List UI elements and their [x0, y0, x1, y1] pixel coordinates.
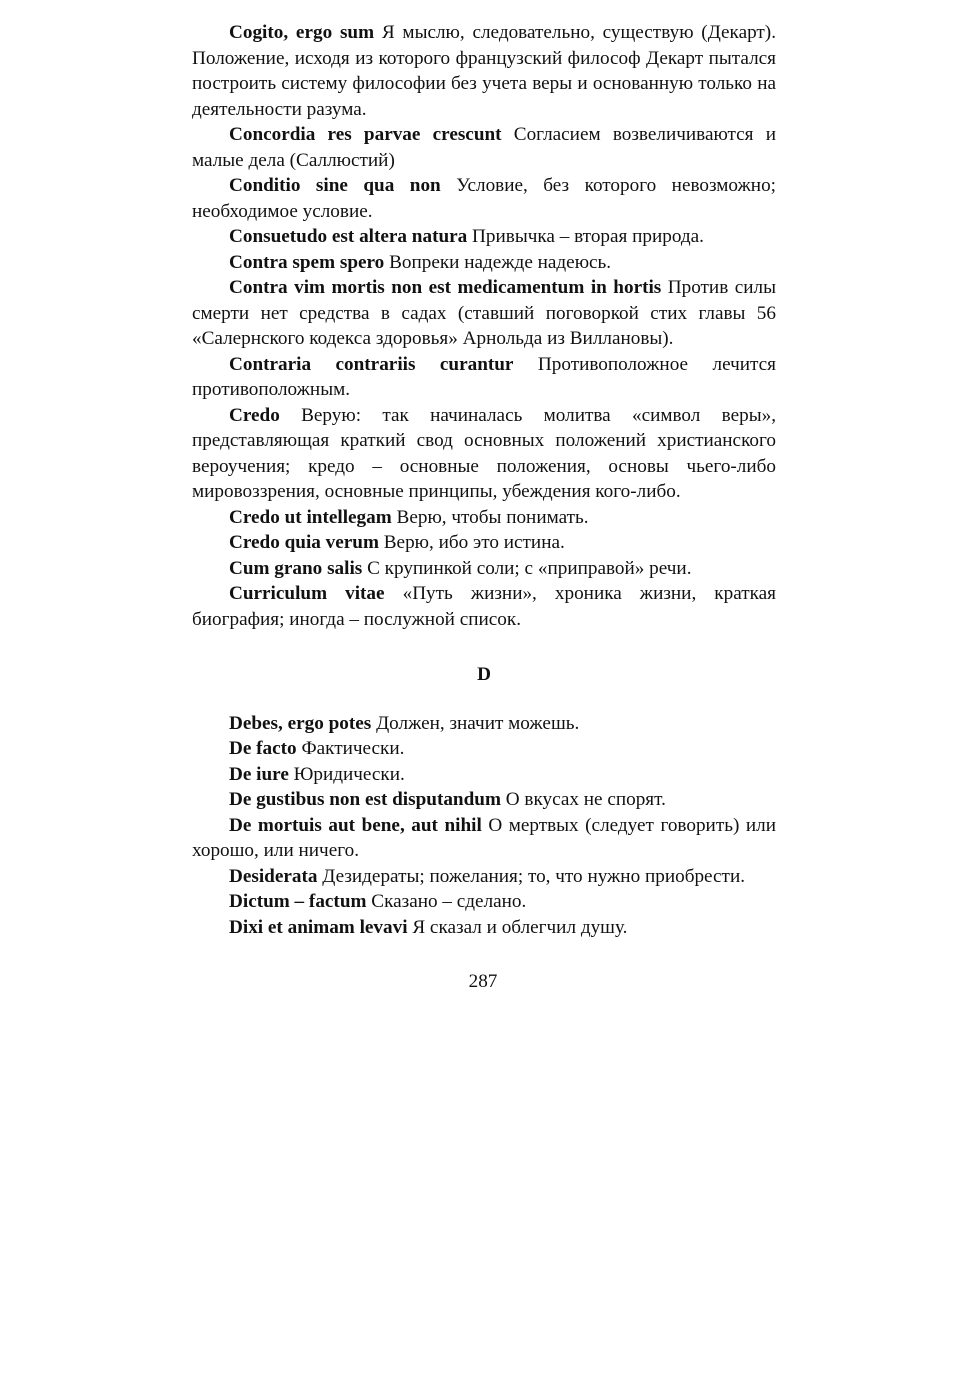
page-number: 287 — [468, 971, 498, 992]
entry-consuetudo — [192, 224, 776, 250]
entry-credo-ut — [192, 505, 776, 531]
entry-term: Dixi et animam levavi — [229, 916, 408, 938]
entry-cum-grano — [192, 556, 776, 582]
entry-definition: Верю, ибо это истина. — [378, 532, 565, 553]
entry-de-mortuis — [192, 813, 776, 864]
entry-conditio — [192, 173, 776, 224]
entry-term: Contra spem spero — [229, 251, 385, 273]
entry-definition: «Путь жизни», хроника жизни, краткая биография; иногда – послужной список. — [192, 583, 776, 630]
entry-definition: Юридически. — [288, 763, 405, 785]
entry-definition: Сказано – сделано. — [366, 891, 527, 912]
entry-definition: Фактически. — [296, 738, 405, 759]
entry-definition: Верую: так начиналась молитва «символ веры», представляющая краткий свод основных положений христианского вероучения; кредо – основные положения, основы чьего-либо мировоззрения, основные принципы, убеждения кого-либо. — [192, 404, 776, 502]
entry-definition: О вкусах не спорят. — [500, 789, 666, 810]
entry-term: Credo quia verum — [229, 532, 379, 553]
entry-definition: Должен, значит можешь. — [371, 712, 580, 734]
entry-term: Cogito, ergo sum — [229, 22, 375, 43]
page-body — [192, 20, 776, 940]
entry-definition: Условие, без которого невозможно; необходимое условие. — [192, 175, 776, 222]
entry-term: De facto — [229, 738, 297, 759]
entry-term: De iure — [229, 763, 289, 785]
entry-term: Desiderata — [229, 865, 318, 887]
entry-definition: Привычка – вторая природа. — [467, 226, 704, 247]
entry-term: Curriculum vitae — [229, 583, 385, 604]
entry-definition: Я сказал и облегчил душу. — [407, 916, 628, 938]
entry-term: Contra vim mortis non est medicamentum in hortis — [229, 277, 662, 298]
entry-cogito — [192, 20, 776, 122]
entry-credo-quia — [192, 530, 776, 556]
entry-term: Concordia res parvae crescunt — [229, 124, 502, 145]
entry-dictum — [192, 889, 776, 915]
entry-definition: Верю, чтобы понимать. — [391, 506, 589, 528]
entry-definition: С крупинкой соли; с «приправой» речи. — [362, 557, 692, 579]
entry-de-gustibus — [192, 787, 776, 813]
entry-definition: Вопреки надежде надеюсь. — [384, 251, 612, 273]
entry-term: Credo ut intellegam — [229, 506, 392, 528]
entry-de-facto — [192, 736, 776, 762]
entry-contra-spem — [192, 250, 776, 276]
entry-term: Consuetudo est altera natura — [229, 226, 468, 247]
entry-definition: Согласием возвеличиваются и малые дела (Саллюстий) — [192, 124, 776, 171]
entry-concordia — [192, 122, 776, 173]
entry-de-iure — [192, 762, 776, 788]
entry-definition: Я мыслю, следовательно, существую (Декарт). Положение, исходя из которого французский философ Декарт пытался построить систему философии без учета веры и основанную только на деятельности разума. — [192, 22, 776, 120]
entry-definition: Противоположное лечится противоположным. — [192, 353, 776, 400]
entry-term: Credo — [229, 404, 280, 426]
entry-dixi — [192, 915, 776, 941]
entry-term: Debes, ergo potes — [229, 712, 372, 734]
entry-term: Contraria contrariis curantur — [229, 353, 514, 375]
entry-term: De gustibus non est disputandum — [229, 789, 501, 810]
entry-contra-vim — [192, 275, 776, 352]
entry-debes — [192, 711, 776, 737]
entry-curriculum — [192, 581, 776, 632]
entry-definition: О мертвых (следует говорить) или хорошо, или ничего. — [192, 814, 776, 861]
entry-term: Dictum – factum — [229, 891, 367, 912]
entry-contraria — [192, 352, 776, 403]
entry-definition: Дезидераты; пожелания; то, что нужно приобрести. — [317, 865, 746, 887]
entry-term: De mortuis aut bene, aut nihil — [229, 814, 482, 836]
entry-credo — [192, 403, 776, 505]
entry-definition: Против силы смерти нет средства в садах (ставший поговоркой стих главы 56 «Салернского кодекса здоровья» Арнольда из Вилланoвы). — [192, 277, 776, 349]
entry-desiderata — [192, 864, 776, 890]
section-heading: D — [477, 664, 491, 685]
entry-term: Conditio sine qua non — [229, 175, 441, 196]
entry-term: Cum grano salis — [229, 557, 363, 579]
